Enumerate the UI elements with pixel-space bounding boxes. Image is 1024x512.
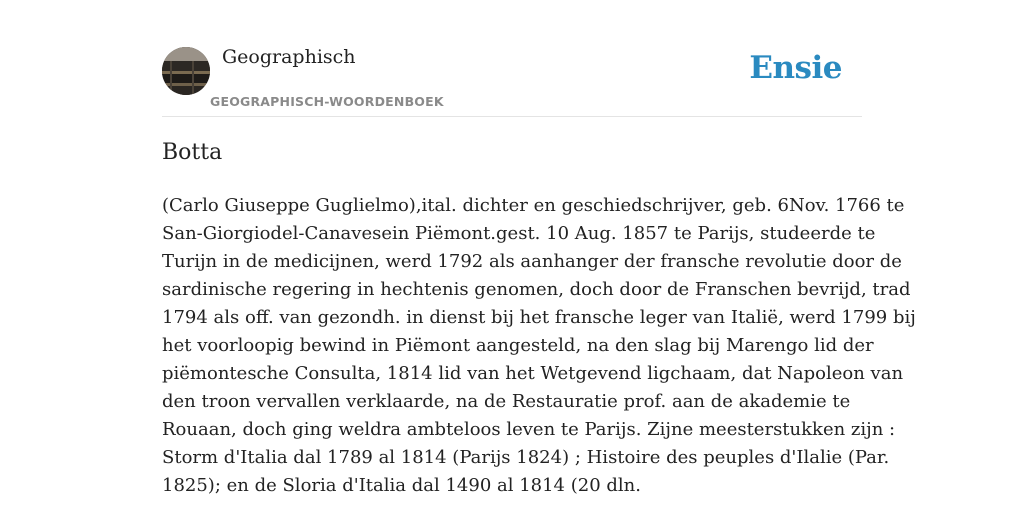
entry-title: Botta xyxy=(162,140,223,165)
source-title[interactable]: Geographisch xyxy=(222,46,356,68)
brand-logo[interactable]: Ensie xyxy=(749,50,842,86)
entry-body-line: sardinische regering in hechtenis genomen, doch door de Franschen bevrijd, trad xyxy=(162,279,911,300)
entry-body-line: 1794 als off. van gezondh. in dienst bij het fransche leger van Italië, werd 1799 bij xyxy=(162,307,916,328)
entry-body-line: Turijn in de medicijnen, werd 1792 als aanhanger der fransche revolutie door de xyxy=(162,251,902,272)
entry-body-line: Storm d'Italia dal 1789 al 1814 (Parijs 1824) ; Histoire des peuples d'Ilalie (Par. xyxy=(162,447,890,468)
entry-body-line: 1825); en de Sloria d'Italia dal 1490 al 1814 (20 dln. xyxy=(162,475,641,496)
entry-body-line: Rouaan, doch ging weldra ambteloos leven te Parijs. Zijne meesterstukken zijn : xyxy=(162,419,896,440)
book-spines-icon[interactable] xyxy=(162,47,210,95)
entry-body-line: het voorloopig bewind in Piëmont aangesteld, na den slag bij Marengo lid der xyxy=(162,335,874,356)
source-subtitle[interactable]: GEOGRAPHISCH-WOORDENBOEK xyxy=(210,94,444,109)
entry-body-line: (Carlo Giuseppe Guglielmo),ital. dichter en geschiedschrijver, geb. 6Nov. 1766 te xyxy=(162,195,905,216)
entry-body-line: piëmontesche Consulta, 1814 lid van het Wetgevend ligchaam, dat Napoleon van xyxy=(162,363,904,384)
entry-body-line: San-Giorgiodel-Canavesein Piëmont.gest. 10 Aug. 1857 te Parijs, studeerde te xyxy=(162,223,876,244)
header xyxy=(162,0,862,117)
entry-body xyxy=(162,192,916,500)
entry-body-line: den troon vervallen verklaarde, na de Restauratie prof. aan de akademie te xyxy=(162,391,851,412)
